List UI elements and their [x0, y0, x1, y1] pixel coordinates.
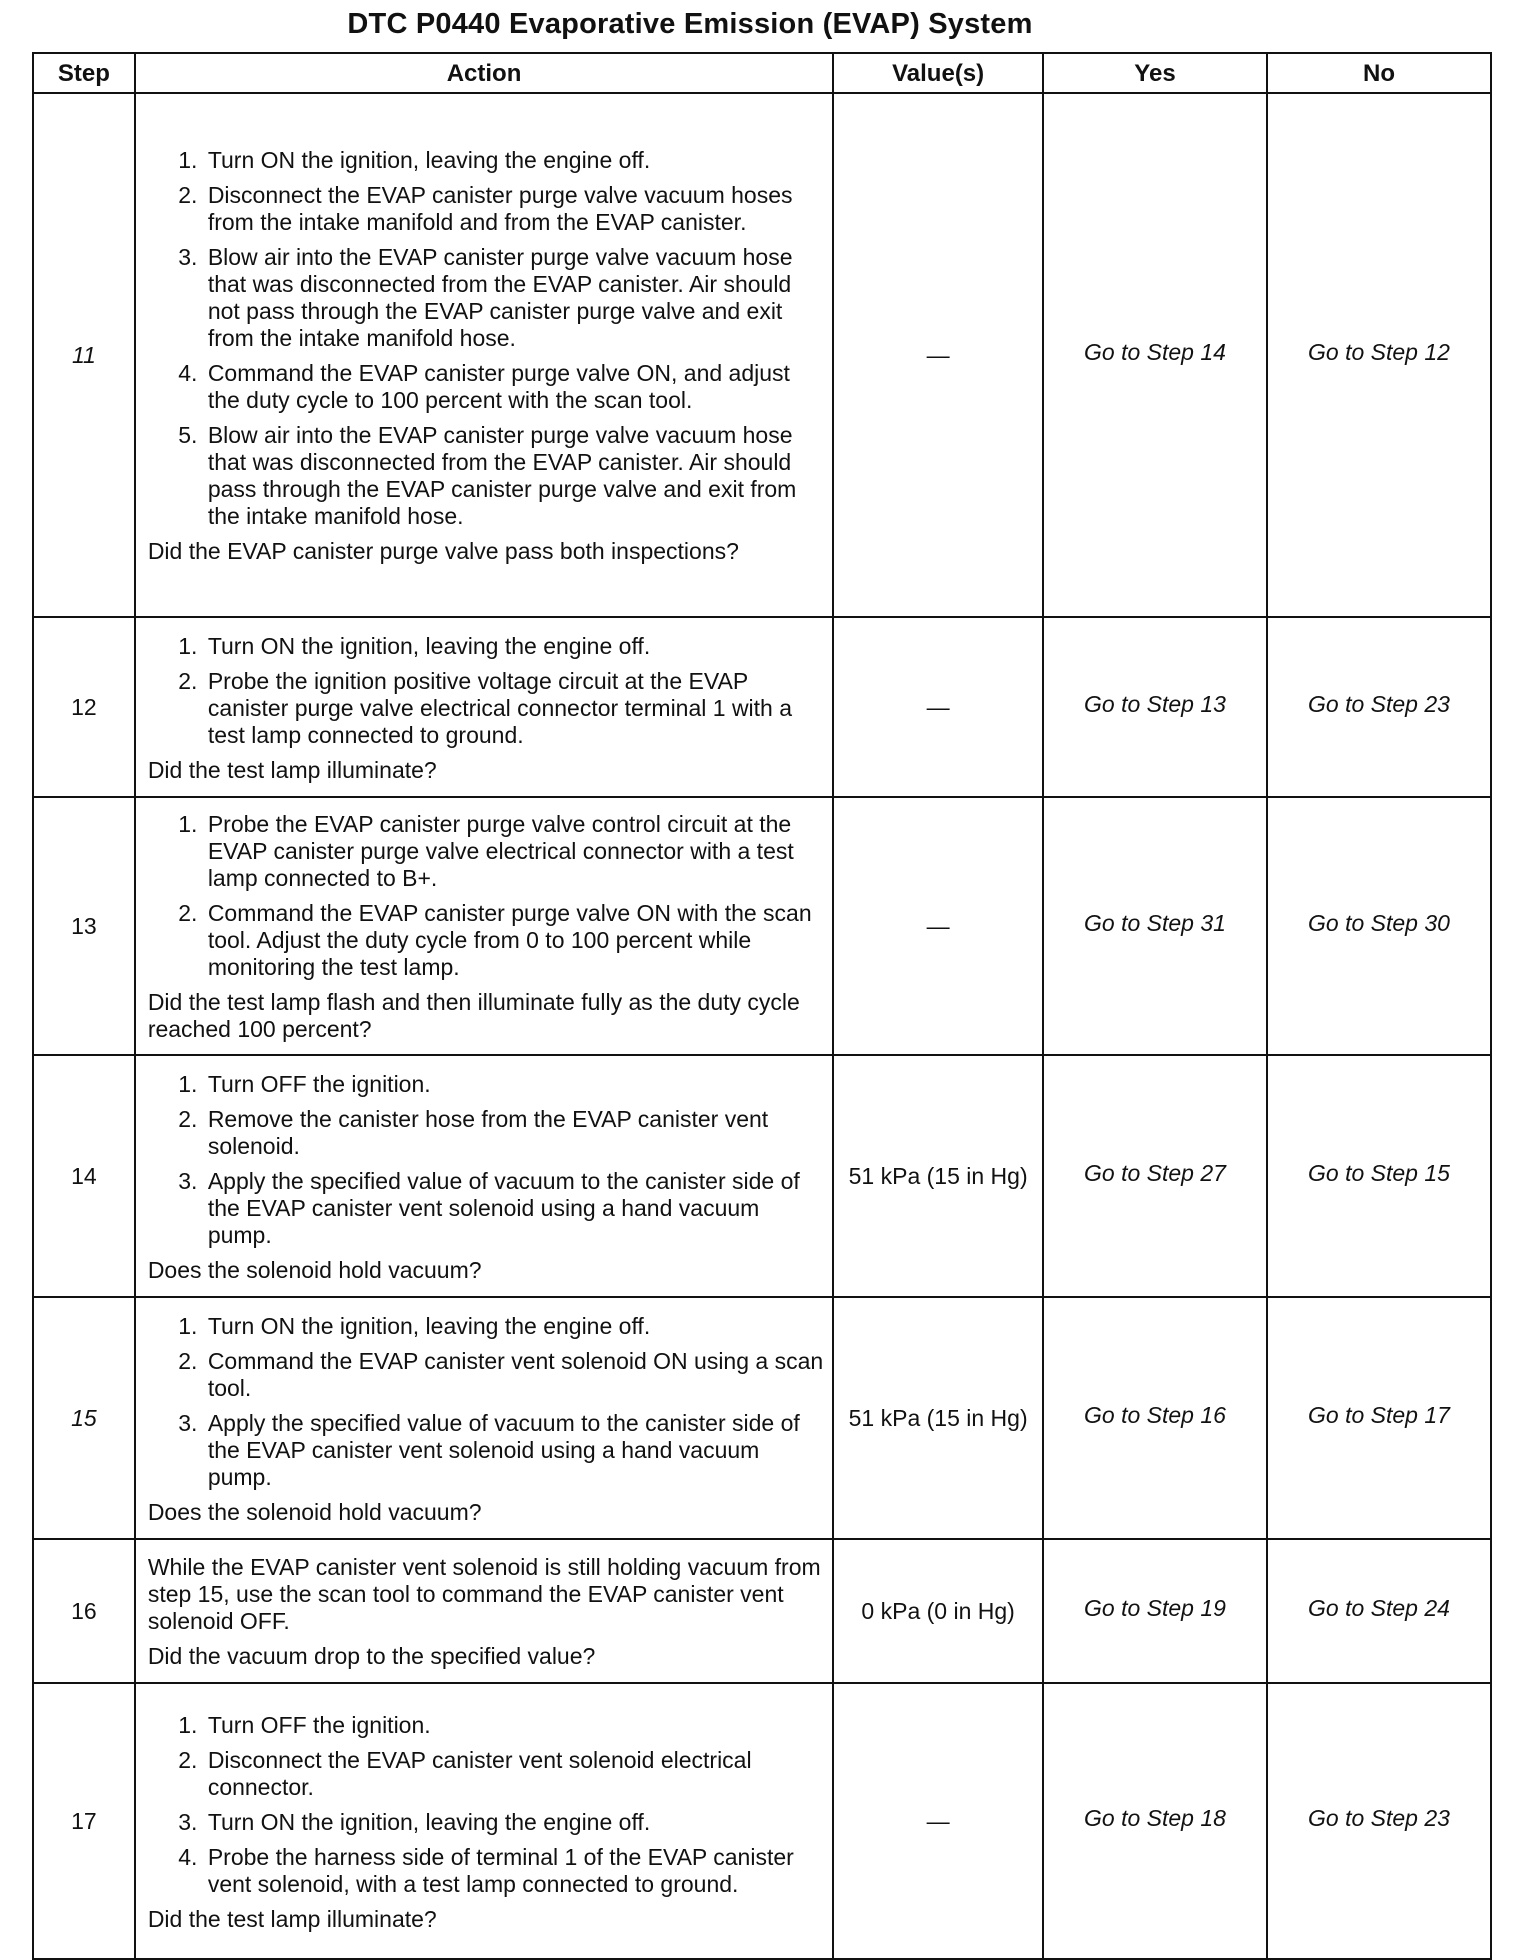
action-cell	[135, 93, 833, 617]
action-step: 2. Disconnect the EVAP canister purge valve vacuum hoses from the intake manifold and from the EVAP canister.	[204, 182, 824, 236]
no-cell: Go to Step 17	[1267, 1297, 1491, 1539]
header-values: Value(s)	[833, 53, 1043, 93]
yes-cell: Go to Step 27	[1043, 1055, 1267, 1297]
header-yes: Yes	[1043, 53, 1267, 93]
action-question: Did the test lamp illuminate?	[147, 1905, 437, 1932]
action-steps	[148, 1071, 824, 1249]
action-steps	[148, 147, 824, 530]
action-step: 2. Command the EVAP canister purge valve ON with the scan tool. Adjust the duty cycle from 0 to 100 percent while monitoring the test lamp.	[204, 900, 824, 981]
step-number: 15	[33, 1297, 135, 1539]
yes-cell: Go to Step 14	[1043, 93, 1267, 617]
action-step: 2. Disconnect the EVAP canister vent solenoid electrical connector.	[204, 1747, 824, 1801]
step-number: 13	[33, 797, 135, 1055]
yes-cell: Go to Step 31	[1043, 797, 1267, 1055]
action-question: Does the solenoid hold vacuum?	[147, 1256, 482, 1283]
action-cell	[135, 797, 833, 1055]
action-step: 3. Turn ON the ignition, leaving the engine off.	[204, 1809, 824, 1836]
action-question: Did the test lamp illuminate?	[147, 756, 437, 783]
action-steps	[148, 811, 824, 981]
action-step: 1. Turn ON the ignition, leaving the engine off.	[204, 1313, 824, 1340]
action-paragraph: While the EVAP canister vent solenoid is still holding vacuum from step 15, use the scan tool to command the EVAP canister vent solenoid OFF.	[147, 1554, 821, 1634]
step-number: 12	[33, 617, 135, 797]
action-step: 2. Probe the ignition positive voltage circuit at the EVAP canister purge valve electrical connector terminal 1 with a test lamp connected to ground.	[204, 668, 824, 749]
action-question: Does the solenoid hold vacuum?	[147, 1498, 482, 1525]
step-number: 14	[33, 1055, 135, 1297]
value-cell: —	[833, 93, 1043, 617]
action-step: 1. Probe the EVAP canister purge valve control circuit at the EVAP canister purge valve electrical connector with a test lamp connected to B+.	[204, 811, 824, 892]
action-cell	[135, 1055, 833, 1297]
no-cell: Go to Step 30	[1267, 797, 1491, 1055]
action-step: 3. Blow air into the EVAP canister purge valve vacuum hose that was disconnected from the EVAP canister. Air should not pass through the EVAP canister purge valve and exit from the intake manifold hose.	[204, 244, 824, 352]
action-step: 2. Remove the canister hose from the EVAP canister vent solenoid.	[204, 1106, 824, 1160]
yes-cell: Go to Step 16	[1043, 1297, 1267, 1539]
step-number: 11	[33, 93, 135, 617]
value-cell: 51 kPa (15 in Hg)	[833, 1055, 1043, 1297]
no-cell: Go to Step 15	[1267, 1055, 1491, 1297]
yes-cell: Go to Step 13	[1043, 617, 1267, 797]
action-cell	[135, 617, 833, 797]
table-row	[33, 1297, 1491, 1539]
action-step: 1. Turn OFF the ignition.	[204, 1712, 824, 1739]
yes-cell: Go to Step 18	[1043, 1683, 1267, 1959]
yes-cell: Go to Step 19	[1043, 1539, 1267, 1683]
table-row	[33, 1539, 1491, 1683]
value-cell: —	[833, 797, 1043, 1055]
header-row	[33, 53, 1491, 93]
action-question: Did the EVAP canister purge valve pass both inspections?	[147, 538, 739, 564]
table-row	[33, 93, 1491, 617]
header-action: Action	[135, 53, 833, 93]
action-step: 1. Turn OFF the ignition.	[204, 1071, 824, 1098]
action-question: Did the vacuum drop to the specified value?	[147, 1643, 596, 1669]
action-step: 3. Apply the specified value of vacuum to the canister side of the EVAP canister vent solenoid using a hand vacuum pump.	[204, 1168, 824, 1249]
diagnostic-table	[32, 52, 1492, 1960]
action-step: 4. Probe the harness side of terminal 1 of the EVAP canister vent solenoid, with a test lamp connected to ground.	[204, 1844, 824, 1898]
value-cell: 51 kPa (15 in Hg)	[833, 1297, 1043, 1539]
value-cell: —	[833, 617, 1043, 797]
action-cell	[135, 1297, 833, 1539]
no-cell: Go to Step 23	[1267, 617, 1491, 797]
step-number: 17	[33, 1683, 135, 1959]
action-steps	[148, 633, 824, 749]
table-row	[33, 1683, 1491, 1959]
no-cell: Go to Step 23	[1267, 1683, 1491, 1959]
action-cell	[135, 1683, 833, 1959]
table-row	[33, 617, 1491, 797]
action-step: 1. Turn ON the ignition, leaving the engine off.	[204, 633, 824, 660]
action-steps	[148, 1313, 824, 1491]
action-step: 4. Command the EVAP canister purge valve ON, and adjust the duty cycle to 100 percent with the scan tool.	[204, 360, 824, 414]
action-step: 3. Apply the specified value of vacuum to the canister side of the EVAP canister vent solenoid using a hand vacuum pump.	[204, 1410, 824, 1491]
header-step: Step	[33, 53, 135, 93]
action-step: 1. Turn ON the ignition, leaving the engine off.	[204, 147, 824, 174]
no-cell: Go to Step 12	[1267, 93, 1491, 617]
action-cell	[135, 1539, 833, 1683]
no-cell: Go to Step 24	[1267, 1539, 1491, 1683]
action-step: 2. Command the EVAP canister vent solenoid ON using a scan tool.	[204, 1348, 824, 1402]
value-cell: 0 kPa (0 in Hg)	[833, 1539, 1043, 1683]
action-steps	[148, 1712, 824, 1898]
table-row	[33, 797, 1491, 1055]
page-title: DTC P0440 Evaporative Emission (EVAP) System	[347, 8, 1033, 40]
action-step: 5. Blow air into the EVAP canister purge valve vacuum hose that was disconnected from the EVAP canister. Air should pass through the EVAP canister purge valve and exit from the intake manifold hose.	[204, 422, 824, 530]
step-number: 16	[33, 1539, 135, 1683]
action-question: Did the test lamp flash and then illuminate fully as the duty cycle reached 100 percent?	[147, 989, 800, 1042]
value-cell: —	[833, 1683, 1043, 1959]
header-no: No	[1267, 53, 1491, 93]
table-row	[33, 1055, 1491, 1297]
